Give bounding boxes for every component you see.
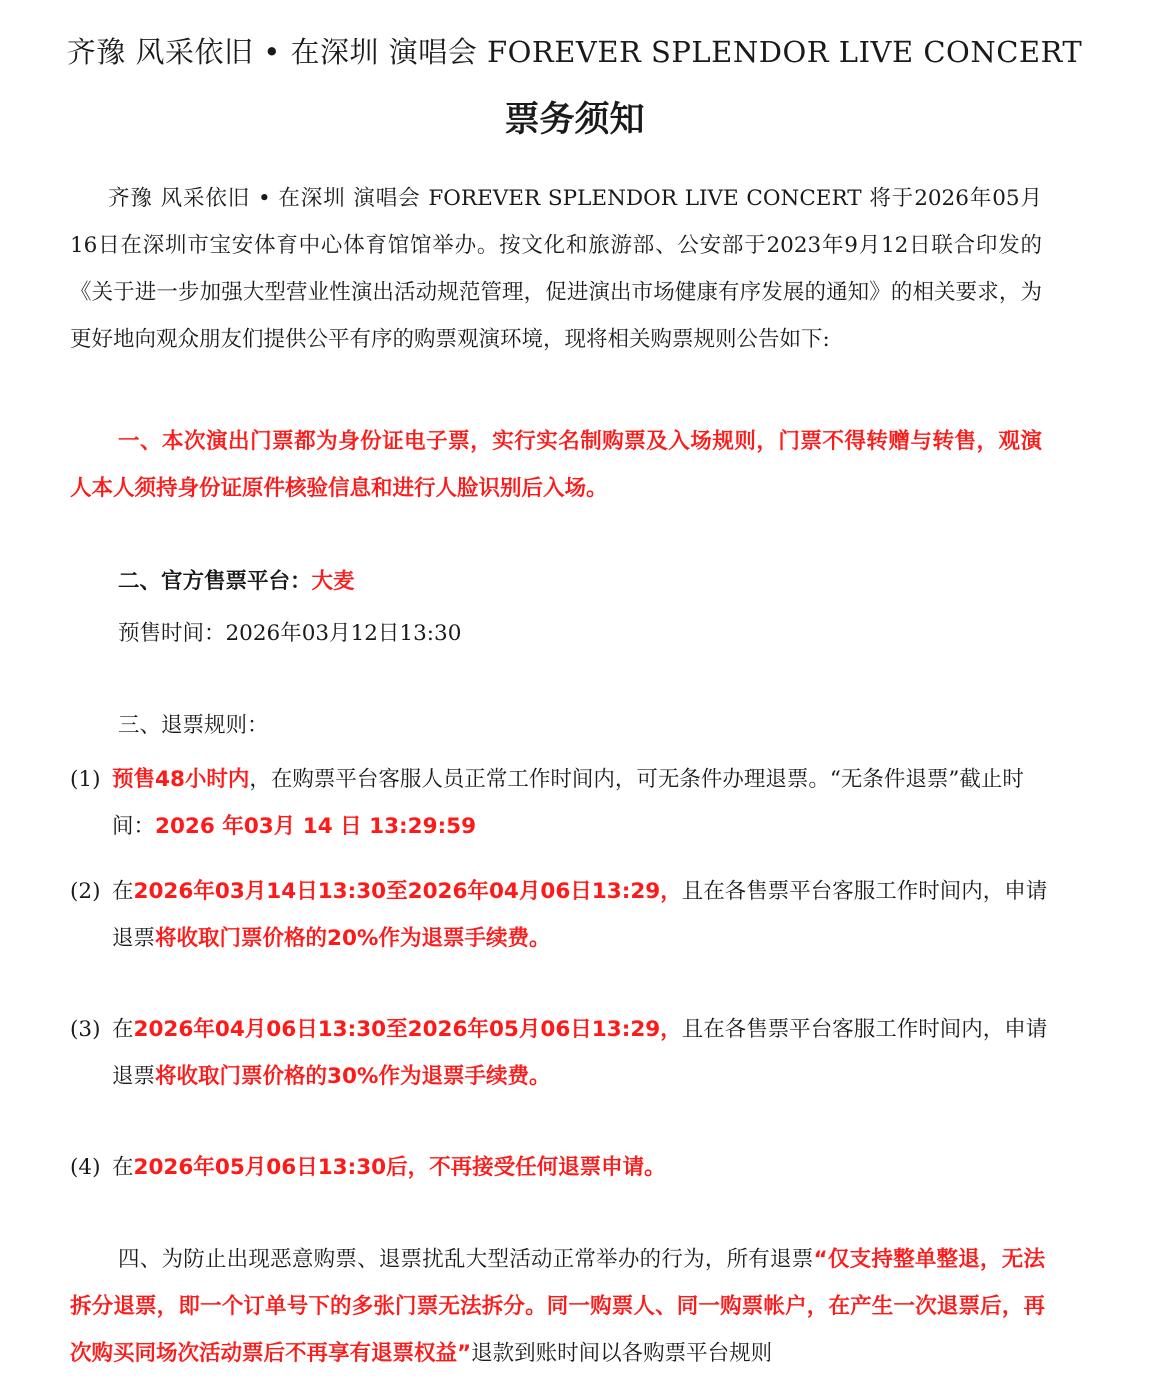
refund-rule-1 — [70, 756, 1050, 850]
concert-title: 齐豫 风采依旧 • 在深圳 演唱会 FOREVER SPLENDOR LIVE CONCERT — [66, 35, 1083, 69]
section-2-label: 二、官方售票平台： — [118, 569, 312, 594]
refund-rule-2 — [70, 868, 1050, 962]
rule-deadline: 2026 年03月 14 日 13:29:59 — [155, 814, 477, 839]
rule-fee: 将收取门票价格的30%作为退票手续费。 — [155, 1064, 551, 1089]
rule-period: 2026年04月06日13:30至2026年05月06日13:29， — [133, 1017, 682, 1042]
rule-number: (4) — [70, 1155, 101, 1180]
rule-prefix: 在 — [112, 879, 134, 904]
rule-prefix: 在 — [112, 1017, 134, 1042]
section-3-heading: 三、退票规则： — [118, 713, 269, 738]
presale-time: 预售时间：2026年03月12日13:30 — [118, 621, 462, 646]
rule-text: 且在各售票平台客服工作时间内，申请退票 — [112, 1017, 1048, 1089]
rule-number: (2) — [70, 879, 101, 904]
section-2-platform — [118, 564, 355, 595]
platform-name: 大麦 — [311, 569, 355, 594]
rule-period: 2026年03月14日13:30至2026年04月06日13:29， — [133, 879, 682, 904]
section-4-refund-policy — [70, 1236, 1045, 1377]
notice-heading: 票务须知 — [504, 100, 645, 140]
section-4-text: 四、为防止出现恶意购票、退票扰乱大型活动正常举办的行为，所有退票 — [118, 1247, 814, 1272]
rule-highlight: 预售48小时内 — [112, 767, 250, 792]
refund-rule-3 — [70, 1006, 1050, 1100]
rule-text: ，在购票平台客服人员正常工作时间内，可无条件办理退票。“无条件退票”截止时间： — [112, 767, 1024, 839]
rule-prefix: 在 — [112, 1155, 134, 1180]
section-4-tail: 退款到账时间以各购票平台规则 — [471, 1341, 773, 1366]
section-1-realname-rule: 一、本次演出门票都为身份证电子票，实行实名制购票及入场规则，门票不得转赠与转售，观演人本人须持身份证原件核验信息和进行人脸识别后入场。 — [70, 429, 1042, 501]
rule-number: (3) — [70, 1017, 101, 1042]
rule-number: (1) — [70, 767, 101, 792]
intro-paragraph: 齐豫 风采依旧 • 在深圳 演唱会 FOREVER SPLENDOR LIVE CONCERT 将于2026年05月16日在深圳市宝安体育中心体育馆馆举办。按文化和旅游部、公安部于2023年9月12日联合印发的《关于进一步加强大型营业性演出活动规范管理，促进演出市场健康有序发展的通知》的相关要求，为更好地向观众朋友们提供公平有序的购票观演环境，现将相关购票规则公告如下: — [70, 186, 1042, 352]
rule-cutoff: 2026年05月06日13:30后，不再接受任何退票申请。 — [133, 1155, 666, 1180]
refund-rule-4 — [70, 1144, 1050, 1191]
rule-fee: 将收取门票价格的20%作为退票手续费。 — [155, 926, 551, 951]
section-4-highlight: “仅支持整单整退，无法拆分退票，即一个订单号下的多张门票无法拆分。同一购票人、同一购票帐户，在产生一次退票后，再次购买同场次活动票后不再享有退票权益” — [70, 1247, 1045, 1366]
rule-text: 且在各售票平台客服工作时间内，申请退票 — [112, 879, 1048, 951]
